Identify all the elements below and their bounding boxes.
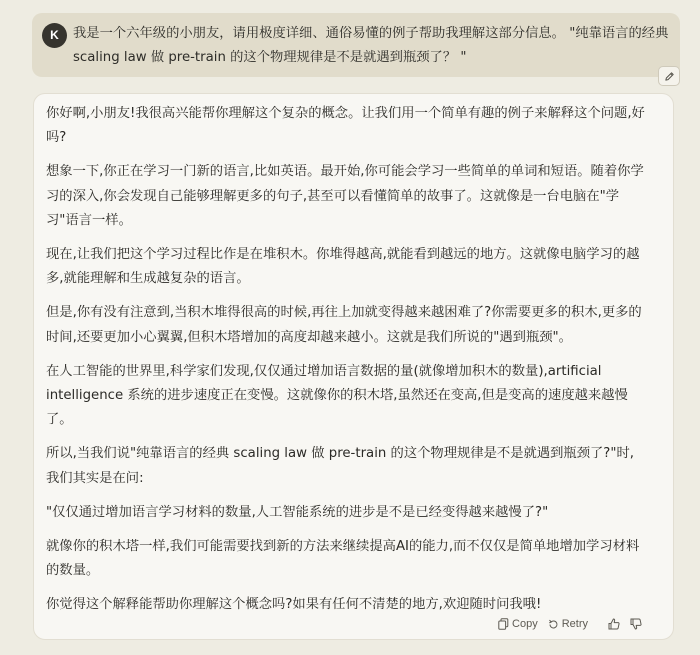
thumbs-down-icon <box>630 618 642 630</box>
retry-button[interactable] <box>545 616 591 632</box>
thumbs-down-button[interactable] <box>627 616 645 632</box>
copy-button[interactable] <box>495 616 541 632</box>
message-actions <box>495 614 645 634</box>
response-paragraph: 但是,你有没有注意到,当积木堆得很高的时候,再往上加就变得越来越困难了?你需要更多的积木,更多的时间,还要更加小心翼翼,但积木塔增加的高度却越来越小。这就是我们所说的"遇到瓶颈"。 <box>46 305 642 345</box>
user-message-text: 我是一个六年级的小朋友，请用极度详细、通俗易懂的例子帮助我理解这部分信息。 "纯靠语言的经典 scaling law 做 pre-train 的这个物理规律是不是就遇到瓶颈了？ " <box>73 26 669 65</box>
user-message <box>32 13 680 77</box>
edit-message-button[interactable] <box>658 66 680 86</box>
assistant-message <box>33 93 674 640</box>
thumbs-up-button[interactable] <box>605 616 623 632</box>
response-paragraph: 所以,当我们说"纯靠语言的经典 scaling law 做 pre-train 的这个物理规律是不是就遇到瓶颈了?"时,我们其实是在问: <box>46 446 634 486</box>
pencil-icon <box>664 71 675 82</box>
response-paragraph: 你好啊,小朋友!我很高兴能帮你理解这个复杂的概念。让我们用一个简单有趣的例子来解释这个问题,好吗? <box>46 106 645 146</box>
assistant-response <box>46 102 646 628</box>
thumbs-up-icon <box>608 618 620 630</box>
response-paragraph: 在人工智能的世界里,科学家们发现,仅仅通过增加语言数据的量(就像增加积木的数量),artificial intelligence 系统的进步速度正在变慢。这就像你的积木塔,虽然还在变高,但是变高的速度越来越慢了。 <box>46 363 628 428</box>
response-paragraph: 想象一下,你正在学习一门新的语言,比如英语。最开始,你可能会学习一些简单的单词和短语。随着你学习的深入,你会发现自己能够理解更多的句子,甚至可以看懂简单的故事了。这就像是一台电脑在"学习"语言一样。 <box>46 164 644 228</box>
copy-label: Copy <box>512 618 538 630</box>
response-paragraph: 就像你的积木塔一样,我们可能需要找到新的方法来继续提高AI的能力,而不仅仅是简单地增加学习材料的数量。 <box>46 539 640 579</box>
response-paragraph: 你觉得这个解释能帮助你理解这个概念吗?如果有任何不清楚的地方,欢迎随时问我哦! <box>46 597 542 613</box>
retry-label: Retry <box>561 618 588 630</box>
response-paragraph: 现在,让我们把这个学习过程比作是在堆积木。你堆得越高,就能看到越远的地方。这就像电脑学习的越多,就能理解和生成越复杂的语言。 <box>46 247 640 287</box>
response-paragraph: "仅仅通过增加语言学习材料的数量,人工智能系统的进步是不是已经变得越来越慢了?" <box>46 504 549 520</box>
copy-icon <box>498 618 509 630</box>
retry-icon <box>548 619 559 630</box>
user-avatar: K <box>42 23 67 48</box>
